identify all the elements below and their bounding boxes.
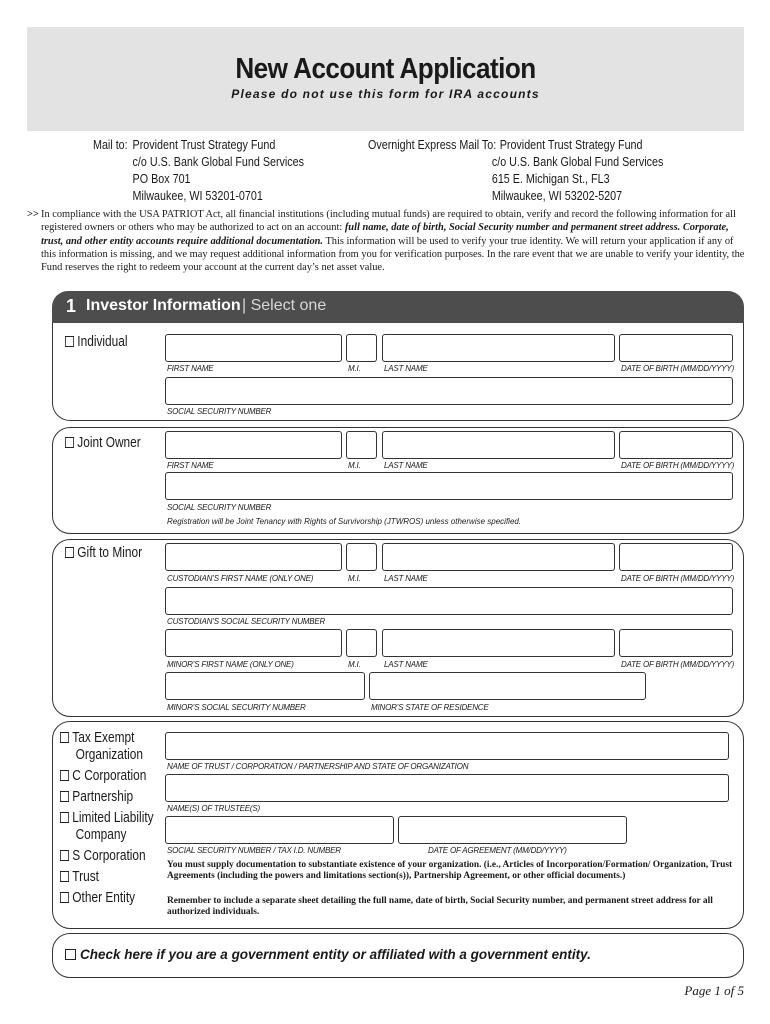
dob-label: DATE OF BIRTH (MM/DD/YYYY)	[621, 461, 735, 470]
partnership-option[interactable]	[60, 789, 154, 806]
first-name-field[interactable]	[165, 334, 342, 362]
gift-to-minor-panel	[52, 539, 744, 717]
entity-panel	[52, 721, 744, 929]
minor-state-field[interactable]	[369, 672, 646, 700]
entity-option-label: S Corporation	[72, 848, 146, 864]
overnight-mail-line: 615 E. Michigan St., FL3	[491, 172, 610, 186]
checkbox-icon[interactable]	[60, 892, 69, 903]
form-subtitle: Please do not use this form for IRA accounts	[231, 87, 540, 101]
minor-dob-field[interactable]	[619, 629, 733, 657]
page-number: Page 1 of 5	[684, 983, 744, 998]
middle-initial-field[interactable]	[346, 431, 377, 459]
jtwros-note: Registration will be Joint Tenancy with Rights of Survivorship (JTWROS) unless otherwise specified.	[167, 517, 522, 526]
last-name-label: LAST NAME	[384, 574, 428, 583]
checkbox-icon[interactable]	[60, 732, 69, 743]
chevron-right-icon: >>	[27, 209, 39, 220]
minor-mi-field[interactable]	[346, 629, 377, 657]
individual-option-label: Individual	[77, 334, 128, 350]
mail-to-label: Mail to:	[93, 138, 128, 152]
entity-option-label: Organization	[75, 747, 143, 763]
overnight-mail-line: Provident Trust Strategy Fund	[499, 138, 643, 152]
llc-option[interactable]	[60, 810, 154, 827]
overnight-mail-line: c/o U.S. Bank Global Fund Services	[491, 155, 664, 169]
entity-option-label: Partnership	[72, 789, 134, 805]
section-divider: |	[242, 297, 247, 314]
entity-option-label: C Corporation	[72, 768, 147, 784]
trustee-name-field[interactable]	[165, 774, 729, 802]
minor-ssn-field[interactable]	[165, 672, 365, 700]
section-header	[52, 291, 744, 323]
custodian-last-name-field[interactable]	[382, 543, 615, 571]
authorized-individuals-note: Remember to include a separate sheet detailing the full name, date of birth, Social Security number, and permanent street address for all authorized individuals.	[167, 896, 713, 917]
mi-label: M.I.	[348, 574, 361, 583]
ssn-field[interactable]	[165, 377, 733, 405]
checkbox-icon[interactable]	[60, 850, 69, 861]
minor-last-name-field[interactable]	[382, 629, 615, 657]
section-title: Investor Information	[86, 297, 241, 314]
section-subtitle	[242, 297, 326, 315]
minor-state-label: MINOR’S STATE OF RESIDENCE	[371, 703, 489, 712]
documentation-note: You must supply documentation to substantiate existence of your organization. (i.e., Articles of Incorporation/Formation/ Organization, Trust Agreements (including the powers and limitations section(s)), Partnership Agreement, or other official documents.)	[167, 860, 733, 881]
entity-option-label: Limited Liability	[72, 810, 154, 826]
tax-id-label: SOCIAL SECURITY NUMBER / TAX I.D. NUMBER	[167, 846, 341, 855]
organization-name-label: NAME OF TRUST / CORPORATION / PARTNERSHIP AND STATE OF ORGANIZATION	[167, 762, 469, 771]
tax-id-field[interactable]	[165, 816, 394, 844]
mail-to-line: Provident Trust Strategy Fund	[132, 138, 276, 152]
minor-ssn-label: MINOR’S SOCIAL SECURITY NUMBER	[167, 703, 306, 712]
mi-label: M.I.	[348, 364, 361, 373]
entity-option-label: Company	[75, 827, 127, 843]
checkbox-icon[interactable]	[65, 949, 76, 960]
overnight-mail-address	[368, 137, 663, 205]
ssn-label: SOCIAL SECURITY NUMBER	[167, 407, 272, 416]
minor-first-name-field[interactable]	[165, 629, 342, 657]
dob-label: DATE OF BIRTH (MM/DD/YYYY)	[621, 364, 735, 373]
tax-exempt-option[interactable]	[60, 730, 154, 747]
checkbox-icon[interactable]	[65, 336, 74, 347]
patriot-act-notice	[27, 208, 745, 274]
notice-bold-text: full name, date of birth, Social Security number and permanent street address. Corporate, trust, and other entity accounts require additional documentation.	[41, 222, 729, 247]
mail-to-line: Milwaukee, WI 53201-0701	[132, 189, 263, 203]
first-name-label: FIRST NAME	[167, 364, 214, 373]
dob-label: DATE OF BIRTH (MM/DD/YYYY)	[621, 574, 735, 583]
last-name-label: LAST NAME	[384, 461, 428, 470]
individual-panel	[52, 323, 744, 421]
custodian-dob-field[interactable]	[619, 543, 733, 571]
overnight-mail-label: Overnight Express Mail To:	[368, 138, 497, 152]
mail-to-line: PO Box 701	[132, 172, 191, 186]
ssn-field[interactable]	[165, 472, 733, 500]
individual-option[interactable]	[65, 334, 128, 350]
section-subtitle-text: Select one	[250, 297, 327, 314]
dob-label: DATE OF BIRTH (MM/DD/YYYY)	[621, 660, 735, 669]
entity-option-label: Tax Exempt	[72, 730, 135, 746]
overnight-mail-line: Milwaukee, WI 53202-5207	[491, 189, 623, 203]
checkbox-icon[interactable]	[60, 770, 69, 781]
ssn-label: SOCIAL SECURITY NUMBER	[167, 503, 272, 512]
dob-field[interactable]	[619, 334, 733, 362]
government-entity-panel	[52, 933, 744, 978]
trust-option[interactable]	[60, 869, 154, 886]
minor-first-name-label: MINOR’S FIRST NAME (ONLY ONE)	[167, 660, 294, 669]
entity-options	[60, 730, 154, 907]
organization-name-field[interactable]	[165, 732, 729, 760]
dob-field[interactable]	[619, 431, 733, 459]
date-of-agreement-label: DATE OF AGREEMENT (MM/DD/YYYY)	[428, 846, 567, 855]
mail-to-address	[93, 137, 304, 205]
date-of-agreement-field[interactable]	[398, 816, 627, 844]
custodian-ssn-field[interactable]	[165, 587, 733, 615]
checkbox-icon[interactable]	[65, 547, 74, 558]
last-name-field[interactable]	[382, 431, 615, 459]
mi-label: M.I.	[348, 660, 361, 669]
custodian-first-name-field[interactable]	[165, 543, 342, 571]
form-title: New Account Application	[235, 53, 536, 85]
section-number: 1	[66, 296, 77, 316]
custodian-ssn-label: CUSTODIAN’S SOCIAL SECURITY NUMBER	[167, 617, 326, 626]
gift-to-minor-option-label: Gift to Minor	[77, 545, 143, 561]
custodian-mi-field[interactable]	[346, 543, 377, 571]
last-name-field[interactable]	[382, 334, 615, 362]
header-banner	[27, 27, 744, 131]
checkbox-icon[interactable]	[60, 812, 69, 823]
checkbox-icon[interactable]	[60, 791, 69, 802]
last-name-label: LAST NAME	[384, 660, 428, 669]
mail-to-line: c/o U.S. Bank Global Fund Services	[132, 155, 305, 169]
mi-label: M.I.	[348, 461, 361, 470]
entity-option-label: Other Entity	[72, 890, 136, 906]
notice-text: In compliance with the USA PATRIOT Act, all financial institutions (including mutual funds) are required to obtain, verify and record the following information for all registered owners or others who may be authorized to act on an account:	[41, 209, 736, 234]
entity-option-label: Trust	[72, 869, 99, 885]
checkbox-icon[interactable]	[65, 437, 74, 448]
government-entity-label: Check here if you are a government entity or affiliated with a government entity.	[80, 947, 591, 962]
last-name-label: LAST NAME	[384, 364, 428, 373]
first-name-label: FIRST NAME	[167, 461, 214, 470]
c-corporation-option[interactable]	[60, 768, 154, 785]
other-entity-option[interactable]	[60, 890, 154, 907]
joint-owner-panel	[52, 427, 744, 534]
joint-owner-option-label: Joint Owner	[77, 435, 141, 451]
custodian-first-name-label: CUSTODIAN’S FIRST NAME (ONLY ONE)	[167, 574, 314, 583]
first-name-field[interactable]	[165, 431, 342, 459]
middle-initial-field[interactable]	[346, 334, 377, 362]
notice-text: This information will be used to verify your true identity. We will return your application if any of this information is missing, and we may request additional information from you for verification purposes. In the rare event that we are unable to verify your identity, the Fund reserves the right to redeem your account at the current day’s net asset value.	[41, 235, 745, 274]
checkbox-icon[interactable]	[60, 871, 69, 882]
trustee-name-label: NAME(S) OF TRUSTEE(S)	[167, 804, 260, 813]
joint-owner-option[interactable]	[65, 435, 141, 451]
s-corporation-option[interactable]	[60, 848, 154, 865]
government-entity-option[interactable]	[65, 947, 591, 962]
gift-to-minor-option[interactable]	[65, 545, 142, 561]
